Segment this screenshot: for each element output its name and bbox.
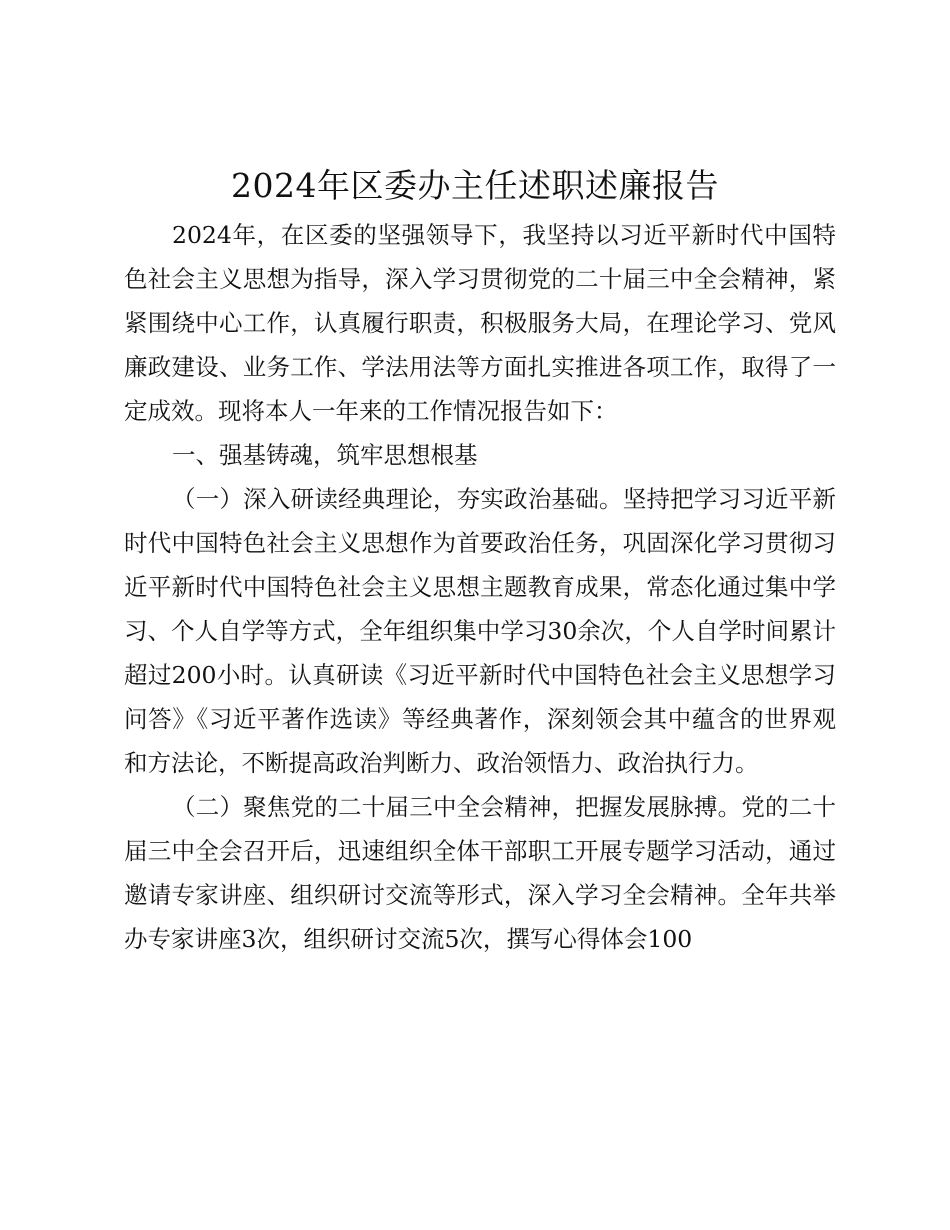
document-title: 2024年区委办主任述职述廉报告 — [231, 166, 719, 205]
paragraph-theory-study: （一）深入研读经典理论，夯实政治基础。坚持把学习习近平新时代中国特色社会主义思想作为首要政治任务，巩固深化学习贯彻习近平新时代中国特色社会主义思想主题教育成果，常态化通过集中学习、个人自学等方式，全年组织集中学习30余次，个人自学时间累计超过200小时。认真研读《习近平新时代中国特色社会主义思想学习问答》《习近平著作选读》等经典著作，深刻领会其中蕴含的世界观和方法论，不断提高政治判断力、政治领悟力、政治执行力。 — [124, 485, 836, 777]
section-heading: 一、强基铸魂，筑牢思想根基 — [172, 441, 478, 469]
paragraph-intro: 2024年，在区委的坚强领导下，我坚持以习近平新时代中国特色社会主义思想为指导，深入学习贯彻党的二十届三中全会精神，紧紧围绕中心工作，认真履行职责，积极服务大局，在理论学习、党风廉政建设、业务工作、学法用法等方面扎实推进各项工作，取得了一定成效。现将本人一年来的工作情况报告如下： — [124, 221, 836, 425]
document-body — [124, 213, 836, 961]
paragraph-plenary-session: （二）聚焦党的二十届三中全会精神，把握发展脉搏。党的二十届三中全会召开后，迅速组织全体干部职工开展专题学习活动，通过邀请专家讲座、组织研讨交流等形式，深入学习全会精神。全年共举办专家讲座3次，组织研讨交流5次，撰写心得体会100 — [124, 793, 836, 953]
